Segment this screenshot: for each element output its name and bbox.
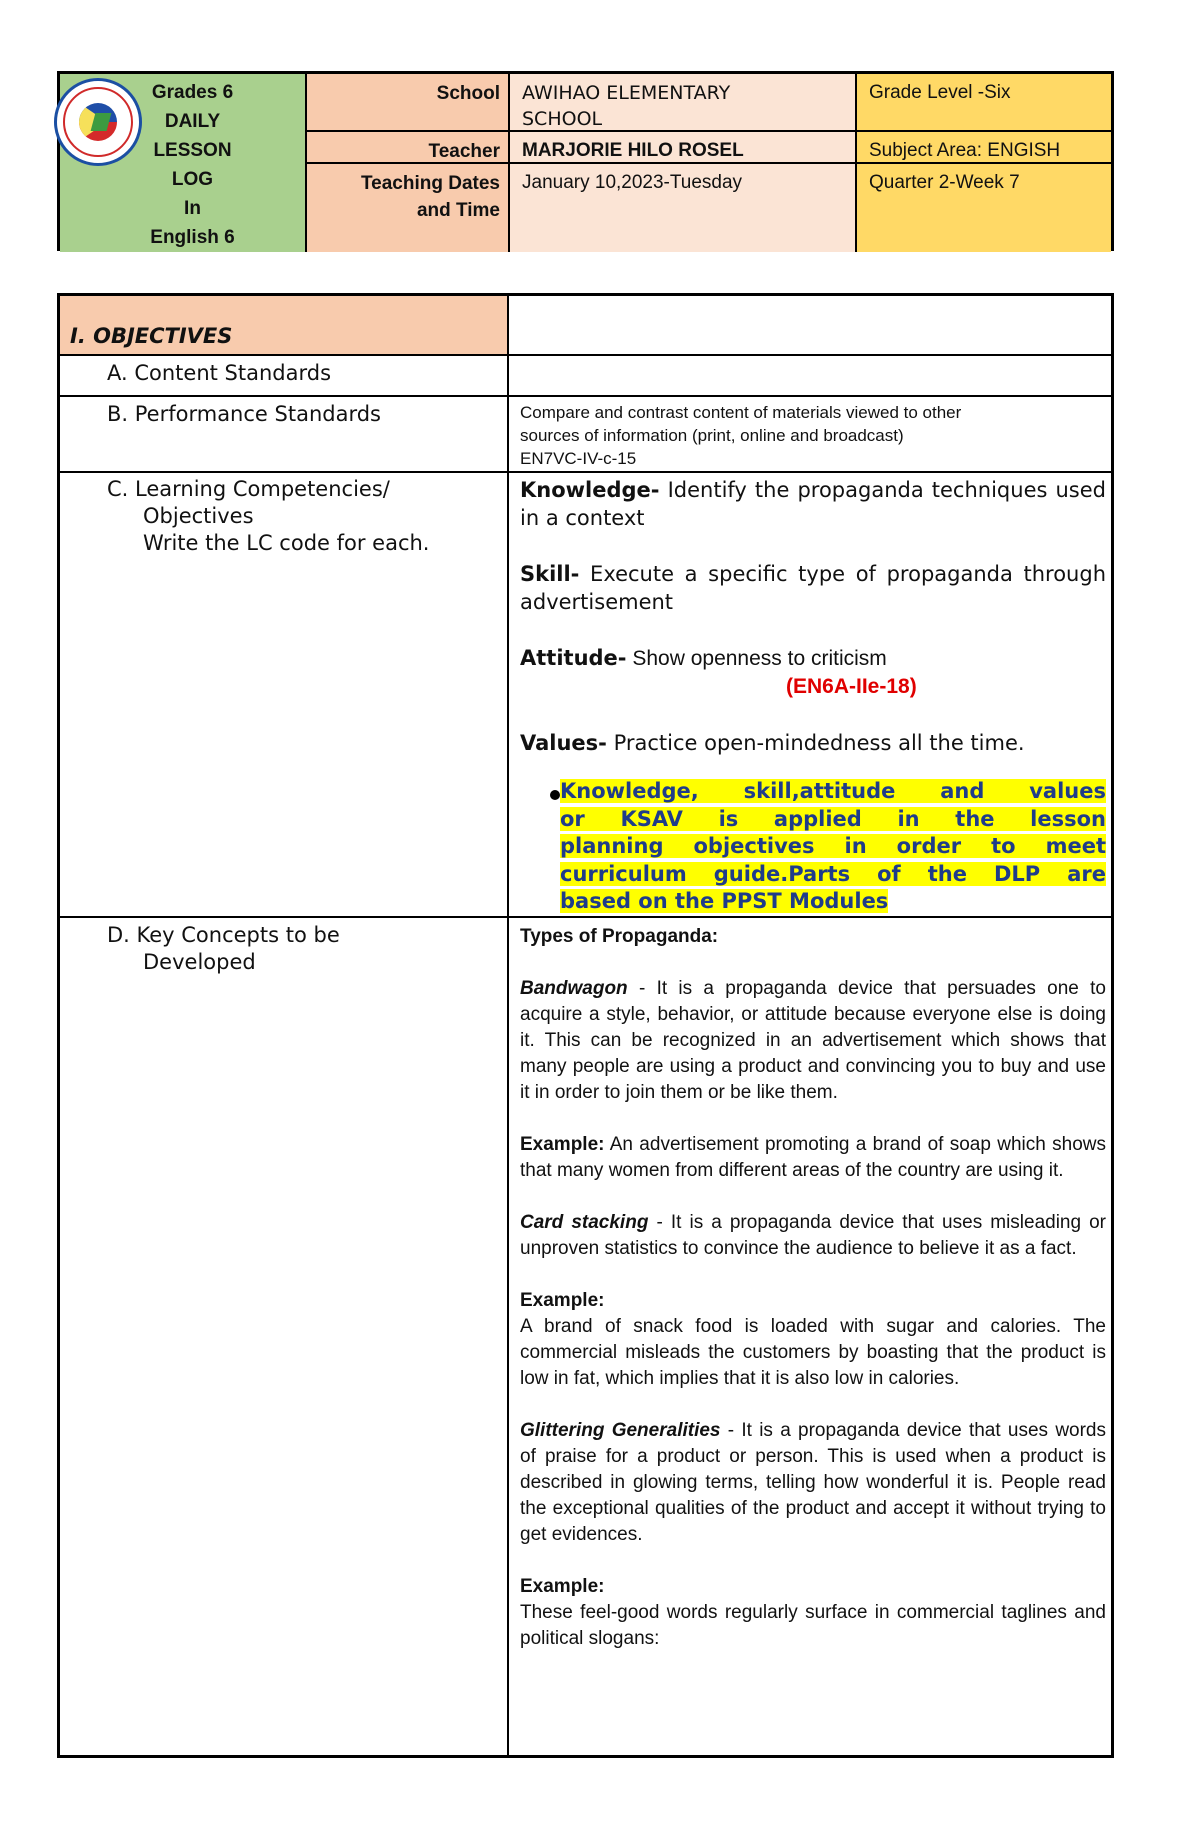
key-concepts-label: D. Key Concepts to be Developed <box>107 923 340 974</box>
bullet-icon <box>550 790 560 800</box>
label-column <box>307 74 510 252</box>
dates-label: Teaching Dates and Time <box>360 173 500 221</box>
glittering-definition: Glittering Generalities - It is a propaganda device that uses words of praise for a product or person. This is used when a product is described in glowing terms, telling how wonderful it is. People read the exceptional qualities of the product and accept it without trying to get evidences. <box>520 1420 1106 1545</box>
dates-value: January 10,2023-Tuesday <box>522 172 743 193</box>
example-glitter-label: Example: <box>520 1576 605 1597</box>
objectives-heading-cell <box>60 296 507 354</box>
subject-area: Subject Area: ENGISH <box>857 132 1111 164</box>
school-label: School <box>307 74 508 132</box>
performance-standards-text: Compare and contrast content of materials viewed to other sources of information (print, online and broadcast) EN7VC-IV-c-15 <box>520 403 962 468</box>
school-value: AWIHAO ELEMENTARY SCHOOL <box>510 74 855 132</box>
title-line: DAILY <box>164 111 221 132</box>
values-objective: Values- Practice open-mindedness all the time. <box>520 731 1025 755</box>
skill-objective: Skill- Execute a specific type of propaganda through advertisement <box>520 562 1106 614</box>
value-column <box>510 74 857 252</box>
teacher-label: Teacher <box>307 132 508 164</box>
quarter: Quarter 2-Week 7 <box>869 172 1020 193</box>
lc-code: (EN6A-IIe-18) <box>786 675 917 698</box>
content-standards-label: A. Content Standards <box>107 361 332 385</box>
attitude-objective: Attitude- Show openness to criticism <box>520 646 887 670</box>
title-line: Grades 6 <box>151 82 234 103</box>
key-concepts-text <box>520 924 1106 1652</box>
example-glitter-text: These feel-good words regularly surface in commercial taglines and political slogans: <box>520 1602 1106 1649</box>
example-card-label: Example: <box>520 1290 605 1311</box>
performance-standards-label: B. Performance Standards <box>107 402 381 426</box>
competencies-label: C. Learning Competencies/ Objectives Write the LC code for each. <box>107 477 430 555</box>
ksav-note: Knowledge, skill,attitude and values or KSAV is applied in the lesson planning objectives in order to meet curriculum guide.Parts of the DLP are based on the PPST Modules <box>560 779 1106 913</box>
header-table <box>57 71 1114 251</box>
info-column <box>857 74 1111 252</box>
title-line: LESSON <box>153 140 232 161</box>
objectives-heading: I. OBJECTIVES <box>70 324 233 348</box>
types-heading: Types of Propaganda: <box>520 926 719 947</box>
objectives-table <box>57 293 1114 1758</box>
grade-level: Grade Level -Six <box>857 74 1111 132</box>
title-line: English 6 <box>150 227 235 248</box>
card-stacking-definition: Card stacking - It is a propaganda device that uses misleading or unproven statistics to convince the audience to believe it as a fact. <box>520 1212 1107 1259</box>
school-seal-logo <box>54 78 142 166</box>
title-line: LOG <box>171 169 214 190</box>
title-line: In <box>184 198 201 219</box>
title-cell <box>60 74 307 252</box>
example-card-text: A brand of snack food is loaded with sugar and calories. The commercial misleads the customers by boasting that the product is low in fat, which implies that it is also low in calories. <box>520 1316 1106 1389</box>
competencies-text <box>520 476 1106 785</box>
bandwagon-definition: Bandwagon - It is a propaganda device that persuades one to acquire a style, behavior, or attitude because everyone else is doing it. This can be recognized in an advertisement which shows that many people are using a product and convincing you to buy and use it in order to join them or be like them. <box>520 978 1106 1103</box>
example-bandwagon: Example: An advertisement promoting a brand of soap which shows that many women from different areas of the country are using it. <box>520 1134 1106 1181</box>
teacher-value: MARJORIE HILO ROSEL <box>510 132 855 164</box>
knowledge-objective: Knowledge- Identify the propaganda techniques used in a context <box>520 478 1106 530</box>
